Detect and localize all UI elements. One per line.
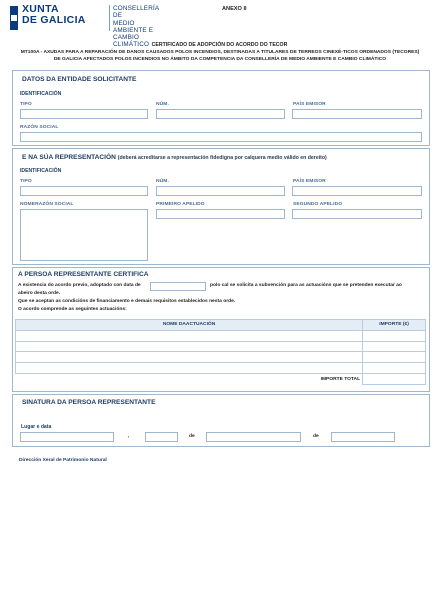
action-name-cell[interactable] xyxy=(16,352,363,363)
table-row[interactable] xyxy=(16,363,426,374)
total-amount-cell[interactable] xyxy=(363,373,426,384)
entity-razon-field[interactable] xyxy=(20,132,422,142)
pais-label: PAÍS EMISOR xyxy=(293,102,326,107)
action-amount-cell[interactable] xyxy=(363,341,426,352)
tipo-label: TIPO xyxy=(20,102,32,107)
entity-pais-field[interactable] xyxy=(292,109,422,119)
document-subtitle: MT100A - AXUDAS PARA A REPARACIÓN DE DANOS CAUSADOS POLOS INCENDIOS, DESTINADAS A TITULARES DE TERREOS CINEXÉ-TICOS ORDENADOS (TECORES) DE GALICIA AFECTADOS POLOS INCENDIOS NO ÁMBITO DA COMPETENCIA DA CONSELLERÍA DE MEDIO AMBIENTE E CAMBIO CLIMÁTICO xyxy=(20,50,420,63)
entity-num-field[interactable] xyxy=(156,109,285,119)
action-amount-cell[interactable] xyxy=(363,363,426,374)
pais-label: PAÍS EMISOR xyxy=(293,179,326,184)
section-title: A PERSOA REPRESENTANTE CERTIFICA xyxy=(18,271,149,278)
separator: de xyxy=(313,434,319,439)
certify-text: A existencia do acordo previo, adoptado con data de xyxy=(18,283,141,288)
certify-text: abeiro desta orde. xyxy=(18,291,61,296)
certify-text: Que se aceptan as condicións de financiamento e demais requisitos establecidos nesta orde. xyxy=(18,299,236,304)
section-title: DATOS DA ENTIDADE SOLICITANTE xyxy=(22,76,137,83)
logo-text: XUNTA DE GALICIA xyxy=(22,3,86,26)
footer-text: Dirección Xeral de Patrimonio Natural xyxy=(19,458,107,463)
action-amount-cell[interactable] xyxy=(363,352,426,363)
rep-apelido2-field[interactable] xyxy=(292,209,422,219)
num-label: NÚM. xyxy=(156,179,169,184)
day-field[interactable] xyxy=(145,432,178,442)
table-row[interactable] xyxy=(16,352,426,363)
identification-label: IDENTIFICACIÓN xyxy=(20,168,62,174)
document-title: CERTIFICADO DE ADOPCIÓN DO ACORDO DO TECOR xyxy=(151,42,288,48)
column-header: IMPORTE (€) xyxy=(363,320,426,331)
rep-tipo-field[interactable] xyxy=(20,186,148,196)
separator: , xyxy=(128,434,130,439)
representative-section xyxy=(12,148,430,265)
total-label: IMPORTE TOTAL xyxy=(16,373,363,384)
anexo-label: ANEXO II xyxy=(222,6,247,12)
xunta-logo xyxy=(10,3,170,49)
certifies-section xyxy=(12,267,430,392)
agreement-date-field[interactable] xyxy=(150,282,206,291)
certify-text: polo cal se solicita a subvención para as actuacións que se pretenden executar ao xyxy=(210,283,402,288)
razon-label: RAZÓN SOCIAL xyxy=(20,125,59,130)
identification-label: IDENTIFICACIÓN xyxy=(20,91,62,97)
action-name-cell[interactable] xyxy=(16,330,363,341)
year-field[interactable] xyxy=(331,432,395,442)
apelido1-label: PRIMEIRO APELIDO xyxy=(156,202,205,207)
signature-section xyxy=(12,394,430,447)
action-name-cell[interactable] xyxy=(16,363,363,374)
action-name-cell[interactable] xyxy=(16,341,363,352)
month-field[interactable] xyxy=(206,432,301,442)
entity-section xyxy=(12,70,430,146)
rep-num-field[interactable] xyxy=(156,186,285,196)
table-row[interactable] xyxy=(16,341,426,352)
place-field[interactable] xyxy=(20,432,114,442)
tipo-label: TIPO xyxy=(20,179,32,184)
consellaria-name: CONSELLERÍA DE MEDIO AMBIENTE E CAMBIO CLIMÁTICO xyxy=(113,5,159,49)
apelido2-label: SEGUNDO APELIDO xyxy=(293,202,343,207)
section-title: E NA SÚA REPRESENTACIÓN (deberá acreditarse a representación fidedigna por calquera medio válido en dereito) xyxy=(22,154,327,161)
actions-table xyxy=(15,319,426,385)
xunta-flag-icon xyxy=(10,6,18,30)
denominacion-label: NOMERAZÓN SOCIAL xyxy=(20,202,74,207)
table-row[interactable] xyxy=(16,330,426,341)
place-date-label: Lugar e data xyxy=(21,424,52,430)
rep-apelido1-field[interactable] xyxy=(156,209,285,219)
action-amount-cell[interactable] xyxy=(363,330,426,341)
certify-text: O acordo comprende as seguintes actuacións: xyxy=(18,307,127,312)
separator: de xyxy=(189,434,195,439)
column-header: NOME DAACTUACIÓN xyxy=(16,320,363,331)
table-header-row xyxy=(16,320,426,331)
rep-pais-field[interactable] xyxy=(292,186,422,196)
section-title: SINATURA DA PERSOA REPRESENTANTE xyxy=(22,399,156,406)
num-label: NÚM. xyxy=(156,102,169,107)
table-total-row xyxy=(16,373,426,384)
entity-tipo-field[interactable] xyxy=(20,109,148,119)
rep-name-field[interactable] xyxy=(20,209,148,261)
logo-divider xyxy=(109,5,110,31)
